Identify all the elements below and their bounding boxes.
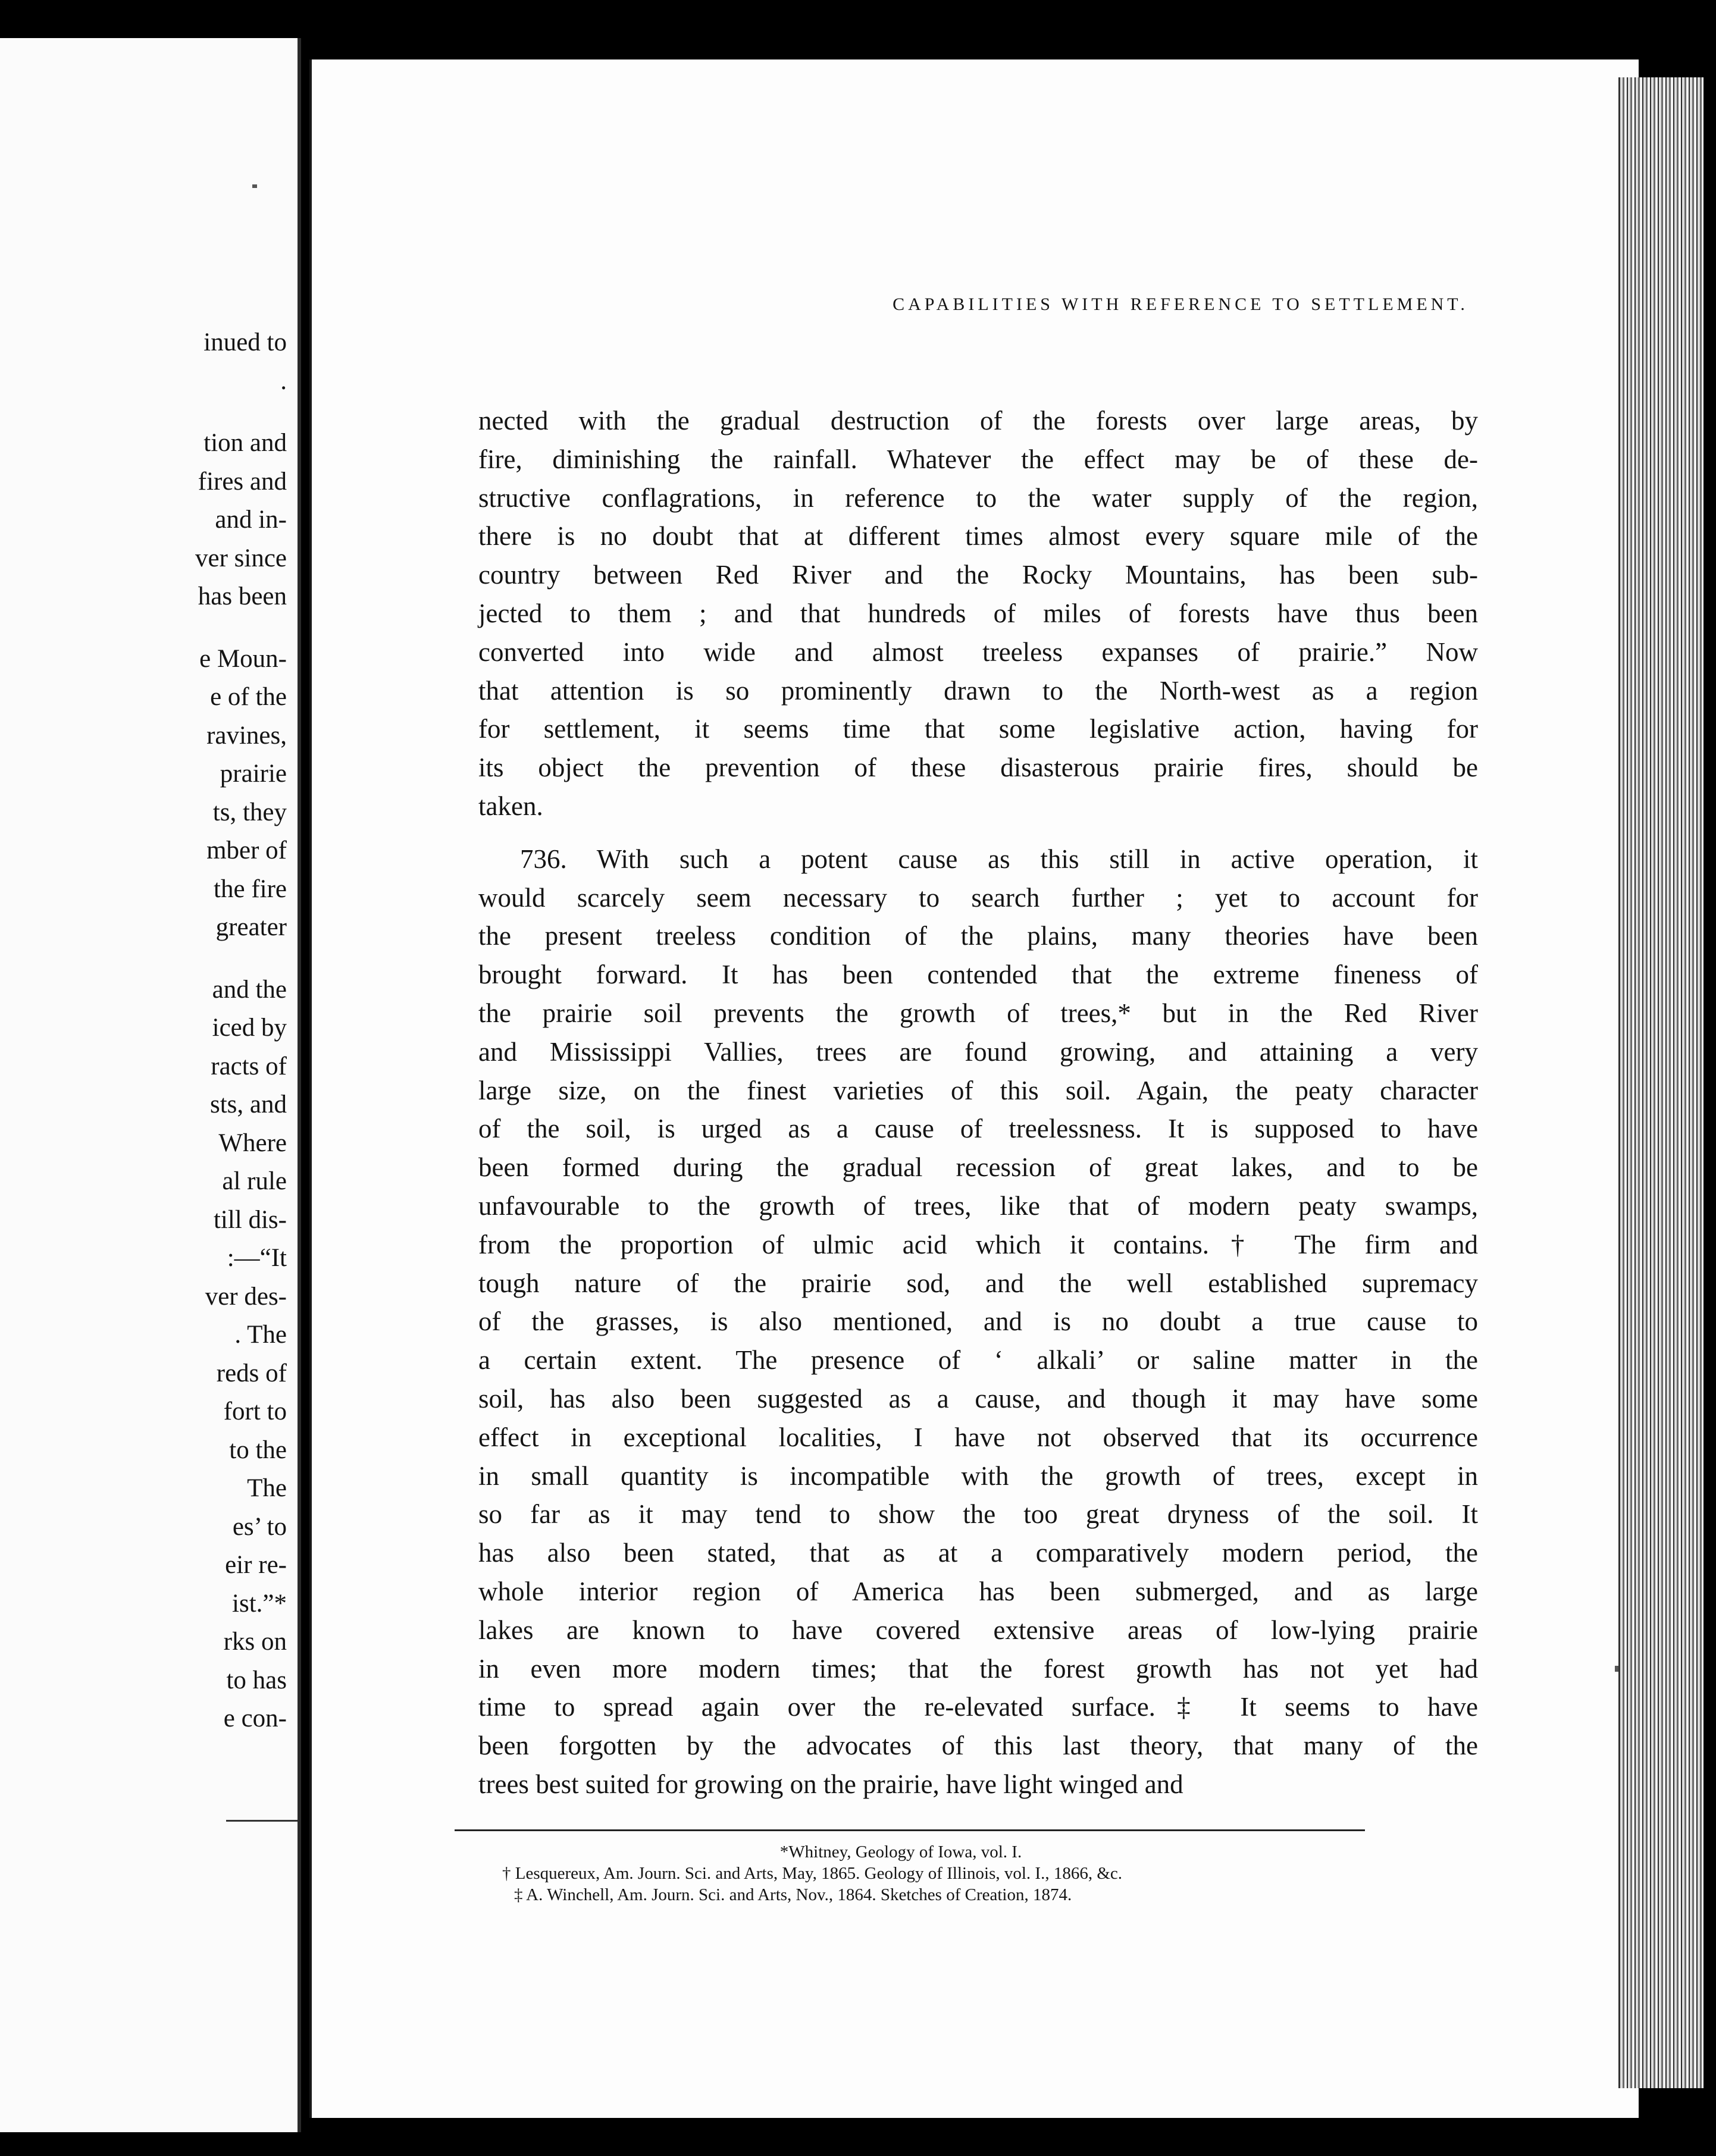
left-page-line: ts, they — [212, 798, 287, 826]
text-line: converted into wide and almost treeless expanses of prairie.” Now — [478, 637, 1478, 667]
left-page-text — [0, 324, 298, 1738]
left-page-line: e con- — [223, 1704, 287, 1732]
footnote-1: *Whitney, Geology of Iowa, vol. I. — [779, 1842, 1022, 1862]
text-line: 736. With such a potent cause as this still in active operation, it — [520, 844, 1478, 874]
text-line: nected with the gradual destruction of the forests over large areas, by — [478, 406, 1478, 435]
text-line: unfavourable to the growth of trees, like that of modern peaty swamps, — [478, 1190, 1478, 1221]
left-footnote-rule — [226, 1820, 298, 1822]
text-line: has also been stated, that as at a comparatively modern period, the — [478, 1538, 1478, 1568]
left-page-line: and in- — [215, 506, 287, 534]
footnote-2: † Lesquereux, Am. Journ. Sci. and Arts, May, 1865. Geology of Illinois, vol. I., 1866, &c. — [502, 1864, 1123, 1883]
print-speck — [252, 184, 257, 188]
left-page-line: has been — [198, 582, 287, 610]
text-line: lakes are known to have covered extensive areas of low-lying prairie — [478, 1615, 1478, 1645]
left-page-line: mber of — [206, 836, 287, 864]
footnote-rule — [455, 1829, 1365, 1831]
text-line: its object the prevention of these disasterous prairie fires, should be — [478, 753, 1478, 783]
left-page-line — [0, 947, 298, 971]
text-line: brought forward. It has been contended that the extreme fineness of — [478, 960, 1478, 990]
left-page-line: racts of — [211, 1052, 287, 1080]
left-page-line: e Moun- — [199, 644, 287, 673]
text-line: taken. — [478, 791, 543, 821]
text-line: trees best suited for growing on the prairie, have light winged and — [478, 1769, 1183, 1799]
right-page — [309, 59, 1639, 2118]
left-page-line: the fire — [214, 875, 287, 903]
text-line: effect in exceptional localities, I have not observed that its occurrence — [478, 1422, 1478, 1452]
left-page-line: e of the — [210, 683, 287, 711]
running-head: CAPABILITIES WITH REFERENCE TO SETTLEMENT. — [893, 294, 1468, 314]
text-line: large size, on the finest varieties of this soil. Again, the peaty character — [478, 1075, 1478, 1105]
left-page-line: and the — [212, 975, 287, 1004]
left-page-line: iced by — [212, 1014, 287, 1042]
left-page-line: to the — [229, 1436, 287, 1464]
text-line: jected to them ; and that hundreds of miles of forests have thus been — [478, 598, 1478, 628]
text-line: soil, has also been suggested as a cause, and though it may have some — [478, 1383, 1478, 1414]
left-page-line: es’ to — [232, 1512, 287, 1541]
text-line: structive conflagrations, in reference to the water supply of the region, — [478, 482, 1478, 513]
text-line: been forgotten by the advocates of this last theory, that many of the — [478, 1731, 1478, 1761]
left-page-line: al rule — [222, 1167, 287, 1195]
left-page-line: ver since — [195, 544, 287, 572]
left-page-line: fort to — [223, 1397, 287, 1425]
left-page-line: tion and — [203, 429, 287, 457]
left-page-line: prairie — [220, 760, 287, 788]
left-page-line: till dis- — [213, 1205, 287, 1234]
left-page-line: reds of — [216, 1359, 287, 1387]
text-line: of the soil, is urged as a cause of treelessness. It is supposed to have — [478, 1114, 1478, 1144]
left-page-line: . The — [234, 1321, 287, 1349]
text-line: whole interior region of America has been submerged, and as large — [478, 1576, 1478, 1606]
left-page-line — [0, 616, 298, 640]
text-line: the present treeless condition of the plains, many theories have been — [478, 921, 1478, 951]
body-text — [478, 402, 1478, 1804]
text-line: tough nature of the prairie sod, and the well established supremacy — [478, 1268, 1478, 1298]
paragraph-1 — [478, 402, 1478, 826]
text-line: that attention is so prominently drawn to the North-west as a region — [478, 675, 1478, 706]
text-line: been formed during the gradual recession of great lakes, and to be — [478, 1152, 1478, 1183]
left-page-line: The — [247, 1474, 287, 1502]
left-page-line: Where — [218, 1129, 287, 1157]
text-line: in small quantity is incompatible with the growth of trees, except in — [478, 1461, 1478, 1491]
paragraph-2 — [478, 840, 1478, 1804]
left-page-line: greater — [215, 913, 287, 941]
left-page-line: fires and — [198, 467, 287, 496]
book-page-edges — [1618, 77, 1704, 2088]
text-line: the prairie soil prevents the growth of trees,* but in the Red River — [478, 998, 1478, 1028]
footnotes — [455, 1841, 1347, 1906]
left-page-line: eir re- — [225, 1551, 287, 1579]
left-page-line: sts, and — [210, 1090, 287, 1118]
text-line: fire, diminishing the rainfall. Whatever the effect may be of these de- — [478, 444, 1478, 474]
text-line: in even more modern times; that the forest growth has not yet had — [478, 1653, 1478, 1684]
left-page-line: to has — [226, 1666, 287, 1694]
left-page-line: ver des- — [205, 1282, 287, 1311]
left-page-line: rks on — [223, 1628, 287, 1656]
left-page-line: :—“It — [227, 1244, 287, 1272]
footnote-3: ‡ A. Winchell, Am. Journ. Sci. and Arts, Nov., 1864. Sketches of Creation, 1874. — [514, 1885, 1072, 1904]
left-page-line: ist.”* — [232, 1589, 287, 1618]
left-page-line — [0, 400, 298, 424]
text-line: there is no doubt that at different times almost every square mile of the — [478, 521, 1478, 551]
text-line: of the grasses, is also mentioned, and is no doubt a true cause to — [478, 1306, 1478, 1337]
text-line: country between Red River and the Rocky Mountains, has been sub- — [478, 560, 1478, 590]
left-facing-page — [0, 38, 301, 2132]
text-line: from the proportion of ulmic acid which it contains.† The firm and — [478, 1229, 1478, 1259]
left-page-line: ravines, — [206, 721, 287, 750]
text-line: for settlement, it seems time that some legislative action, having for — [478, 714, 1478, 744]
text-line: would scarcely seem necessary to search further ; yet to account for — [478, 882, 1478, 913]
text-line: so far as it may tend to show the too great dryness of the soil. It — [478, 1499, 1478, 1530]
left-page-line: inued to — [203, 328, 287, 356]
text-line: and Mississippi Vallies, trees are found growing, and attaining a very — [478, 1036, 1478, 1067]
left-page-line: . — [280, 366, 287, 395]
text-line: a certain extent. The presence of ‘ alkali’ or saline matter in the — [478, 1345, 1478, 1375]
text-line: time to spread again over the re-elevated surface.‡ It seems to have — [478, 1692, 1478, 1722]
